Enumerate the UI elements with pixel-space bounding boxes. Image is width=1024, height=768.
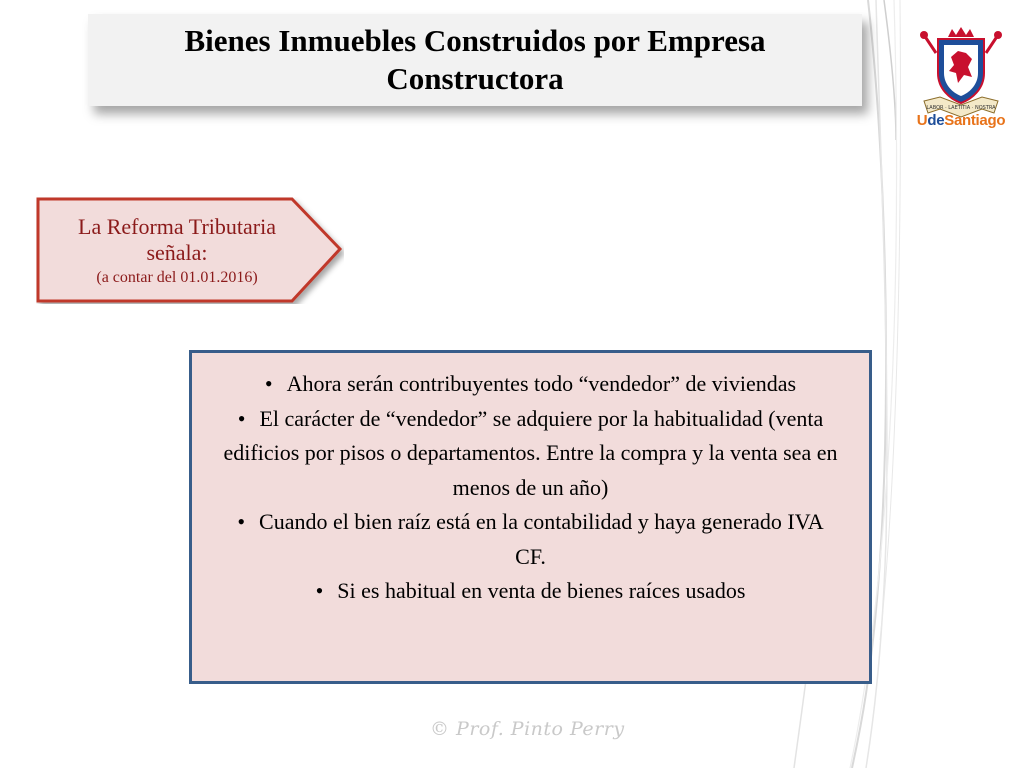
bullet-icon: •	[264, 371, 273, 396]
logo-text-u: U	[916, 112, 928, 129]
logo-wordmark	[912, 112, 1010, 129]
logo-text-de: de	[927, 112, 945, 129]
list-item: • Si es habitual en venta de bienes raíces usados	[315, 578, 746, 603]
content-box	[189, 350, 872, 684]
callout-arrow	[36, 197, 344, 304]
bullet-icon: •	[315, 578, 324, 603]
slide-title: Bienes Inmuebles Construidos por Empresa Constructora	[184, 23, 766, 96]
callout-line-2: señala:	[146, 239, 208, 265]
torch-right-icon	[986, 31, 1002, 53]
torch-left-icon	[920, 31, 936, 53]
svg-text:LABOR · LAETITIA · NOSTRA: LABOR · LAETITIA · NOSTRA	[926, 105, 996, 111]
title-box	[88, 14, 862, 106]
bullet-icon: •	[237, 509, 246, 534]
shield-icon	[938, 39, 984, 103]
footer-copyright: © Prof. Pinto Perry	[430, 718, 625, 740]
logo-text-santiago: Santiago	[944, 112, 1006, 129]
callout-date: (a contar del 01.01.2016)	[96, 268, 258, 286]
list-item: • Cuando el bien raíz está en la contabilidad y haya generado IVA CF.	[237, 509, 824, 569]
list-item: • El carácter de “vendedor” se adquiere por la habitualidad (venta edificios por pisos o departamentos. Entre la compra y la venta sea en menos de un año)	[223, 405, 838, 500]
bullet-icon: •	[237, 405, 246, 431]
callout-line-1: La Reforma Tributaria	[78, 213, 276, 239]
list-item: • Ahora serán contribuyentes todo “vendedor” de viviendas	[264, 371, 797, 396]
bullet-list	[222, 367, 839, 609]
